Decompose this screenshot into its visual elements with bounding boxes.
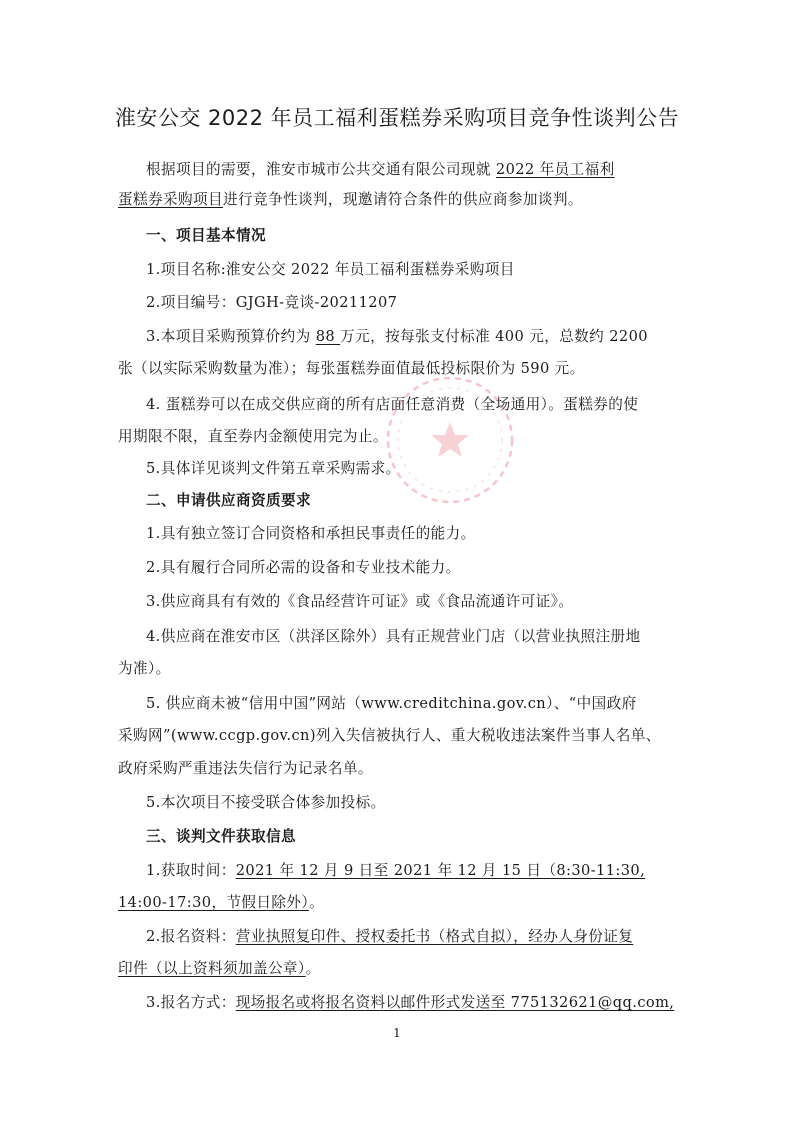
section-2-item-5-cont-2: 政府采购严重违法失信行为记录名单。 [118,760,373,777]
intro-text: 根据项目的需要，淮安市城市公共交通有限公司现就 [146,161,496,178]
period: 。 [305,960,321,977]
section-3-heading: 三、谈判文件获取信息 [146,828,296,845]
intro-project-name: 2022 年员工福利 [495,161,615,178]
method-label: 3.报名方式： [146,994,236,1011]
section-3-item-2 [146,927,633,947]
section-3-item-1-cont [118,893,324,913]
page-number: 1 [393,1026,401,1040]
section-1-item-3 [146,327,648,347]
section-3-item-3 [146,993,674,1013]
intro-text: 进行竞争性谈判，现邀请符合条件的供应商参加谈判。 [222,191,583,208]
section-1-item-4: 4. 蛋糕券可以在成交供应商的所有店面任意消费（全场通用）。蛋糕券的使 [146,396,639,413]
section-2-item-4-cont: 为准）。 [118,660,171,677]
section-2-item-1: 1.具有独立签订合同资格和承担民事责任的能力。 [146,525,476,542]
intro-line-2 [118,190,583,210]
budget-text-cont: 万元，按每张支付标准 400 元，总数约 2200 [340,328,648,345]
section-2-item-5: 5. 供应商未被“信用中国”网站（www.creditchina.gov.cn）、“中国政府 [146,695,637,712]
section-1-item-2: 2.项目编号：GJGH-竞谈-20211207 [146,294,398,311]
materials-value: 营业执照复印件、授权委托书（格式自拟），经办人身份证复 [235,928,634,945]
section-1-item-5: 5.具体详见谈判文件第五章采购需求。 [146,460,401,477]
time-label: 1.获取时间： [146,862,236,879]
section-2-item-2: 2.具有履行合同所必需的设备和专业技术能力。 [146,559,461,576]
materials-label: 2.报名资料： [146,928,236,945]
section-2-item-6: 5.本次项目不接受联合体参加投标。 [146,794,386,811]
section-1-heading: 一、项目基本情况 [146,227,266,244]
section-1-item-1: 1.项目名称:淮安公交 2022 年员工福利蛋糕券采购项目 [146,261,515,278]
section-1-item-4-cont: 用期限不限，直至券内金额使用完为止。 [118,428,388,445]
document-title: 淮安公交 2022 年员工福利蛋糕券采购项目竞争性谈判公告 [114,106,680,130]
section-2-heading: 二、申请供应商资质要求 [146,492,311,509]
intro-project-name-cont: 蛋糕券采购项目 [118,191,223,208]
budget-amount: 88 [315,328,341,345]
intro-line-1 [146,160,615,180]
time-value: 2021 年 12 月 9 日至 2021 年 12 月 15 日（8:30-11:30, [235,862,646,879]
period: 。 [309,894,325,911]
section-2-item-4: 4.供应商在淮安市区（洪泽区除外）具有正规营业门店（以营业执照注册地 [146,628,641,645]
method-value: 现场报名或将报名资料以邮件形式发送至 775132621@qq.com, [235,994,675,1011]
section-3-item-2-cont [118,959,321,979]
materials-value-cont: 印件（以上资料须加盖公章） [118,960,306,977]
budget-text: 3.本项目采购预算价约为 [146,328,316,345]
section-2-item-5-cont: 采购网”(www.ccgp.gov.cn)列入失信被执行人、重大税收违法案件当事人名单、 [118,727,661,744]
section-1-item-3-cont: 张（以实际采购数量为准）；每张蛋糕券面值最低投标限价为 590 元。 [118,360,585,377]
section-3-item-1 [146,861,645,881]
section-2-item-3: 3.供应商具有有效的《食品经营许可证》或《食品流通许可证》。 [146,593,574,610]
time-value-cont: 14:00-17:30，节假日除外） [118,894,310,911]
